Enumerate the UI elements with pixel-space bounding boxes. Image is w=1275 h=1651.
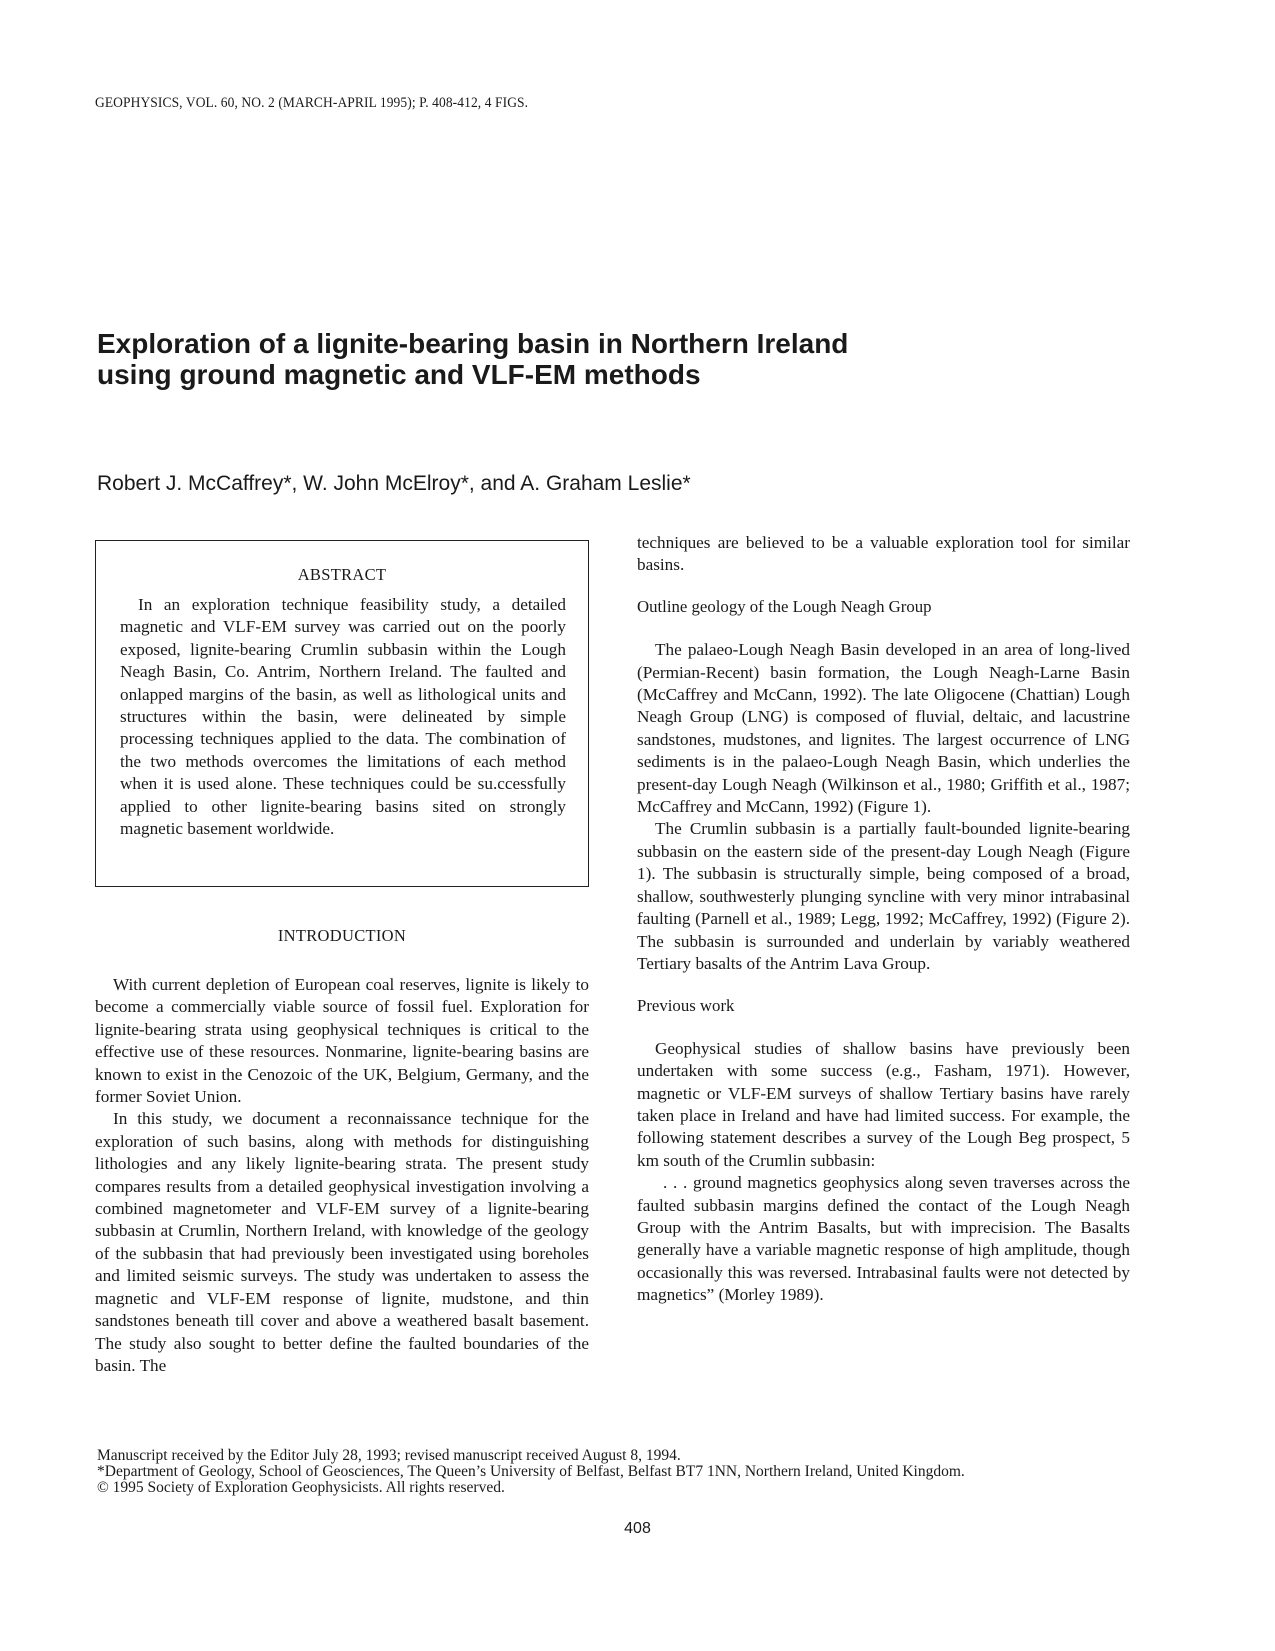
title-line-1: Exploration of a lignite-bearing basin in Northern Ireland — [97, 328, 849, 359]
manuscript-received-note: Manuscript received by the Editor July 28, 1993; revised manuscript received August 8, 1994. — [97, 1447, 681, 1464]
copyright-note: © 1995 Society of Exploration Geophysicists. All rights reserved. — [97, 1479, 505, 1496]
outline-paragraph-2: The Crumlin subbasin is a partially fault-bounded lignite-bearing subbasin on the eastern side of the present-day Lough Neagh (Figure 1). The subbasin is structurally simple, being composed of a broad, shallow, southwesterly plunging syncline with very minor intrabasinal faulting (Parnell et al., 1989; Legg, 1992; McCaffrey, 1992) (Figure 2). The subbasin is surrounded and underlain by variably weathered Tertiary basalts of the Antrim Lava Group. — [637, 819, 1130, 973]
introduction-paragraph-2-continued: techniques are believed to be a valuable exploration tool for similar basins. — [637, 533, 1130, 575]
abstract-text: In an exploration technique feasibility study, a detailed magnetic and VLF-EM survey was carried out on the poorly exposed, lignite-bearing Crumlin subbasin within the Lough Neagh Basin, Co. Antrim, Northern Ireland. The faulted and onlapped margins of the basin, as well as lithological units and structures within the basin, were delineated by simple processing techniques applied to the data. The combination of the two methods overcomes the limitations of each method when it is used alone. These techniques could be su.ccessfully applied to other lignite-bearing basins sited on strongly magnetic basement worldwide. — [120, 595, 566, 839]
previous-work-heading: Previous work — [637, 996, 735, 1016]
introduction-paragraph-1: With current depletion of European coal reserves, lignite is likely to become a commercially viable source of fossil fuel. Exploration for lignite-bearing strata using geophysical techniques is critical to the effective use of these resources. Nonmarine, lignite-bearing basins are known to exist in the Cenozoic of the UK, Belgium, Germany, and the former Soviet Union. — [95, 975, 589, 1107]
outline-geology-heading: Outline geology of the Lough Neagh Group — [637, 596, 932, 616]
left-column — [95, 974, 589, 1377]
morley-quotation: . . . ground magnetics geophysics along seven traverses across the faulted subbasin margins defined the contact of the Lough Neagh Group with the Antrim Basalts, but with imprecision. The Basalts generally have a variable magnetic response of high amplitude, though occasionally this was reversed. Intrabasinal faults were not detected by magnetics” (Morley 1989). — [637, 1173, 1130, 1305]
page-number: 408 — [624, 1520, 651, 1537]
running-header: GEOPHYSICS, VOL. 60, NO. 2 (MARCH-APRIL 1995); P. 408-412, 4 FIGS. — [95, 95, 529, 111]
abstract-box — [95, 540, 589, 887]
outline-paragraph-1: The palaeo-Lough Neagh Basin developed in an area of long-lived (Permian-Recent) basin formation, the Lough Neagh-Larne Basin (McCaffrey and McCann, 1992). The late Oligocene (Chattian) Lough Neagh Group (LNG) is composed of fluvial, deltaic, and lacustrine sandstones, mudstones, and lignites. The largest occurrence of LNG sediments is in the palaeo-Lough Neagh Basin, which underlies the present-day Lough Neagh (Wilkinson et al., 1980; Griffith et al., 1987; McCaffrey and McCann, 1992) (Figure 1). — [637, 640, 1130, 817]
introduction-paragraph-2: In this study, we document a reconnaissance technique for the exploration of such basins, along with methods for distinguishing lithologies and any likely lignite-bearing strata. The present study compares results from a detailed geophysical investigation involving a combined magnetometer and VLF-EM survey of a lignite-bearing subbasin at Crumlin, Northern Ireland, with knowledge of the geology of the subbasin that had previously been investigated using boreholes and limited seismic surveys. The study was undertaken to assess the magnetic and VLF-EM response of lignite, mudstone, and thin sandstones beneath till cover and above a weathered basalt basement. The study also sought to better define the faulted boundaries of the basin. The — [95, 1109, 589, 1375]
title-line-2: using ground magnetic and VLF-EM methods — [97, 359, 701, 390]
footnotes — [97, 1448, 1177, 1496]
affiliation-note: *Department of Geology, School of Geosciences, The Queen’s University of Belfast, Belfast BT7 1NN, Northern Ireland, United Kingdom. — [97, 1463, 965, 1480]
introduction-heading: INTRODUCTION — [277, 926, 407, 945]
article-title — [97, 328, 997, 390]
author-list: Robert J. McCaffrey*, W. John McElroy*, and A. Graham Leslie* — [97, 472, 691, 495]
abstract-heading: ABSTRACT — [297, 565, 387, 584]
previous-work-paragraph: Geophysical studies of shallow basins have previously been undertaken with some success (e.g., Fasham, 1971). However, magnetic or VLF-EM surveys of shallow Tertiary basins have rarely taken place in Ireland and have had limited success. For example, the following statement describes a survey of the Lough Beg prospect, 5 km south of the Crumlin subbasin: — [637, 1038, 1130, 1170]
right-column — [637, 532, 1130, 1307]
